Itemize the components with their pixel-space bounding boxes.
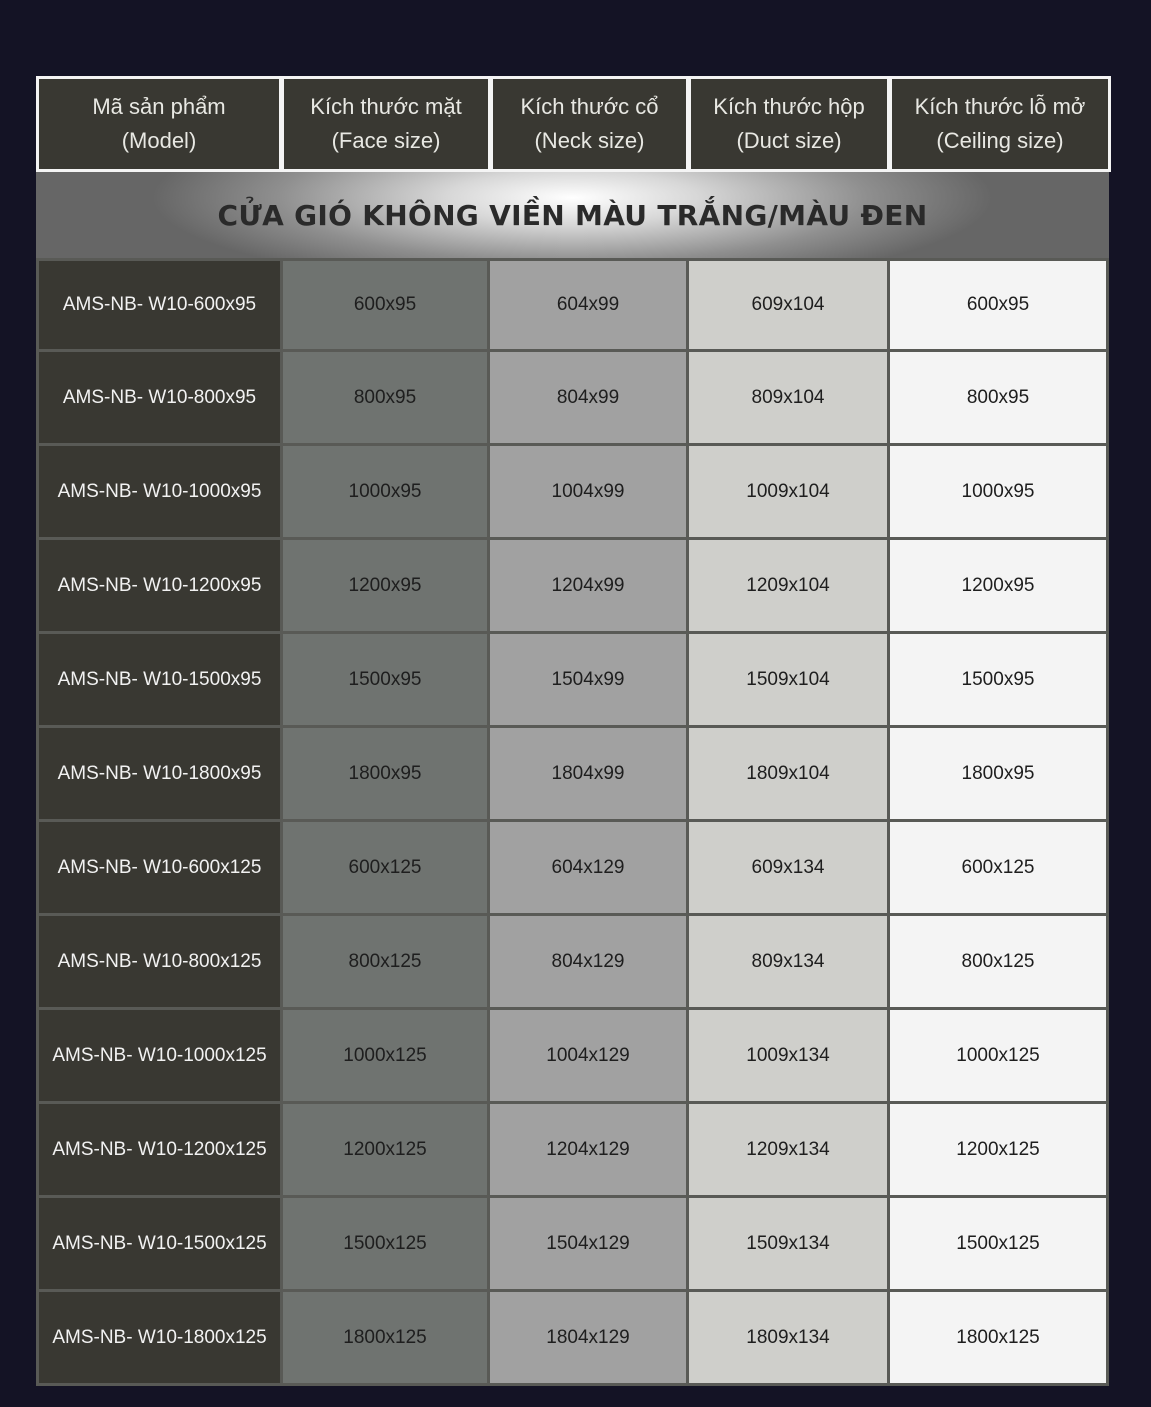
header-face-size-label: Kích thước mặt [310,94,462,119]
ceiling-size-cell: 600x125 [890,822,1109,916]
ceiling-size-cell: 1200x95 [890,540,1109,634]
model-cell: AMS-NB- W10-1500x95 [36,634,283,728]
neck-size-cell: 804x129 [490,916,689,1010]
neck-size-cell: 604x129 [490,822,689,916]
model-cell: AMS-NB- W10-1200x125 [36,1104,283,1198]
table-row [36,916,1109,1010]
header-neck-size-sublabel: (Neck size) [534,128,645,153]
neck-size-cell: 1204x129 [490,1104,689,1198]
table-body [36,258,1109,1386]
duct-size-cell: 609x104 [689,258,890,352]
neck-size-cell: 1004x129 [490,1010,689,1104]
table-row [36,352,1109,446]
face-size-cell: 800x95 [283,352,490,446]
header-face-size [281,76,491,172]
table-row [36,728,1109,822]
model-cell: AMS-NB- W10-600x125 [36,822,283,916]
ceiling-size-cell: 600x95 [890,258,1109,352]
face-size-cell: 1200x125 [283,1104,490,1198]
face-size-cell: 1000x125 [283,1010,490,1104]
face-size-cell: 1500x95 [283,634,490,728]
ceiling-size-cell: 1000x95 [890,446,1109,540]
model-cell: AMS-NB- W10-1000x125 [36,1010,283,1104]
ceiling-size-cell: 1800x125 [890,1292,1109,1386]
header-model [36,76,282,172]
face-size-cell: 1200x95 [283,540,490,634]
neck-size-cell: 1504x129 [490,1198,689,1292]
spec-table [36,76,1111,1386]
face-size-cell: 600x95 [283,258,490,352]
model-cell: AMS-NB- W10-1200x95 [36,540,283,634]
model-cell: AMS-NB- W10-1000x95 [36,446,283,540]
duct-size-cell: 1209x134 [689,1104,890,1198]
neck-size-cell: 1804x99 [490,728,689,822]
neck-size-cell: 604x99 [490,258,689,352]
header-duct-size [688,76,890,172]
ceiling-size-cell: 800x95 [890,352,1109,446]
duct-size-cell: 1509x134 [689,1198,890,1292]
header-neck-size [490,76,689,172]
section-banner [36,172,1109,258]
table-row [36,634,1109,728]
header-duct-size-label: Kích thước hộp [713,94,865,119]
header-duct-size-sublabel: (Duct size) [736,128,842,153]
duct-size-cell: 1509x104 [689,634,890,728]
header-ceiling-size [889,76,1111,172]
table-row [36,1104,1109,1198]
model-cell: AMS-NB- W10-800x95 [36,352,283,446]
ceiling-size-cell: 1000x125 [890,1010,1109,1104]
table-row [36,446,1109,540]
header-model-sublabel: (Model) [121,128,197,153]
ceiling-size-cell: 800x125 [890,916,1109,1010]
header-row [36,76,1111,172]
duct-size-cell: 1209x104 [689,540,890,634]
face-size-cell: 1500x125 [283,1198,490,1292]
header-ceiling-size-label: Kích thước lỗ mở [914,94,1086,119]
duct-size-cell: 609x134 [689,822,890,916]
table-row [36,1198,1109,1292]
model-cell: AMS-NB- W10-1800x125 [36,1292,283,1386]
ceiling-size-cell: 1200x125 [890,1104,1109,1198]
model-cell: AMS-NB- W10-1500x125 [36,1198,283,1292]
duct-size-cell: 809x104 [689,352,890,446]
face-size-cell: 1000x95 [283,446,490,540]
duct-size-cell: 1809x104 [689,728,890,822]
face-size-cell: 600x125 [283,822,490,916]
neck-size-cell: 804x99 [490,352,689,446]
model-cell: AMS-NB- W10-800x125 [36,916,283,1010]
duct-size-cell: 1009x134 [689,1010,890,1104]
neck-size-cell: 1804x129 [490,1292,689,1386]
header-face-size-sublabel: (Face size) [331,128,441,153]
neck-size-cell: 1204x99 [490,540,689,634]
face-size-cell: 1800x125 [283,1292,490,1386]
neck-size-cell: 1504x99 [490,634,689,728]
header-ceiling-size-sublabel: (Ceiling size) [936,128,1064,153]
table-row [36,1292,1109,1386]
table-row [36,540,1109,634]
duct-size-cell: 1809x134 [689,1292,890,1386]
ceiling-size-cell: 1500x95 [890,634,1109,728]
model-cell: AMS-NB- W10-600x95 [36,258,283,352]
neck-size-cell: 1004x99 [490,446,689,540]
header-neck-size-label: Kích thước cổ [520,94,659,119]
duct-size-cell: 1009x104 [689,446,890,540]
ceiling-size-cell: 1500x125 [890,1198,1109,1292]
model-cell: AMS-NB- W10-1800x95 [36,728,283,822]
table-row [36,822,1109,916]
table-row [36,1010,1109,1104]
face-size-cell: 1800x95 [283,728,490,822]
section-title: CỬA GIÓ KHÔNG VIỀN MÀU TRẮNG/MÀU ĐEN [217,198,928,232]
ceiling-size-cell: 1800x95 [890,728,1109,822]
duct-size-cell: 809x134 [689,916,890,1010]
face-size-cell: 800x125 [283,916,490,1010]
table-row [36,258,1109,352]
header-model-label: Mã sản phẩm [92,94,226,119]
